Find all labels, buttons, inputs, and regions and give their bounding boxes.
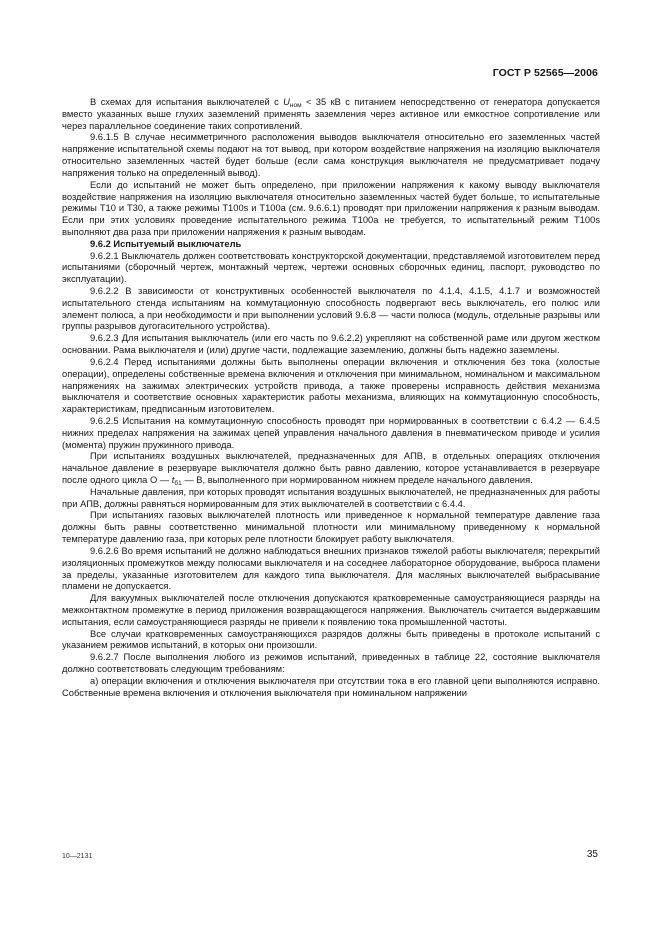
paragraph: 9.6.2.7 После выполнения любого из режимов испытаний, приведенных в таблице 22, состояние выключателя должно соответствовать следующим требованиям: [62, 652, 600, 674]
paragraph: 9.6.1.5 В случае несимметричного расположения выводов выключателя относительно его заземленных частей напряжение испытательной схемы подают на тот вывод, при котором воздействие напряжения на изоляцию выключателя относительно заземленных частей будет больше (если сама конструкция выключателя не предусматривает подачу напряжения только на определенный вывод). [62, 132, 600, 178]
paragraph: Начальные давления, при которых проводят испытания воздушных выключателей, не предназначенных для работы при АПВ, должны равняться нормированным для этих выключателей в соответствии с 6.4.4. [62, 486, 600, 509]
section-heading: 9.6.2 Испытуемый выключатель [90, 238, 242, 249]
paragraph: В схемах для испытания выключателей с $U_{ном} < 35$ кВ с питанием непосредственно от генератора допускается вместо указанных выше глухих заземлений применять заземления через активное или емкостное сопротивление или через параллельное соединение таких сопротивлений. [62, 97, 600, 131]
paragraph: 9.6.2.1 Выключатель должен соответствовать конструкторской документации, представляемой изготовителем перед испытаниями (сборочный чертеж, монтажный чертеж, чертежи основных сборочных единиц, паспорт, руководство по эксплуатации). [62, 250, 600, 285]
paragraph: а) операции включения и отключения выключателя при отсутствии тока в его главной цепи выполняются исправно. Собственные времена включения и отключения выключателя при номинальном напряжении [62, 675, 600, 698]
standard-code: ГОСТ Р 52565—2006 [492, 67, 598, 79]
paragraph: Если до испытаний не может быть определено, при приложении напряжения к какому выводу выключателя воздействие напряжения на изоляцию выключателя относительно заземленных частей будет больше, то испытательные режимы Т10 и Т30, а также режимы Т100s и Т100а (см. 9.6.6.1) проводят при приложении напряжения к разным выводам. Если при этих условиях проведение испытательного режима Т100а не требуется, то испытательный режим Т100s выполняют два раза при приложении напряжения к разным выводам. [62, 179, 600, 237]
paragraph: Все случаи кратковременных самоустраняющихся разрядов должны быть приведены в протоколе испытаний с указанием режимов испытаний, в которых они произошли. [62, 628, 600, 651]
document-body [62, 97, 600, 699]
paragraph: 9.6.2.6 Во время испытаний не должно наблюдаться внешних признаков тяжелой работы выключателя; перекрытий изоляционных промежутков между полюсами выключателя и на соседнее лабораторное оборудование, выброса пламени за пределы, указанные изготовителем для каждого типа выключателя. Для масляных выключателей выбрасывание пламени не допускается. [62, 545, 600, 592]
paragraph: Для вакуумных выключателей после отключения допускаются кратковременные самоустраняющиеся разряды на межконтактном промежутке в период приложения возвращающегося напряжения. Выключатель считается выдержавшим испытания, если самоустраняющиеся разряды не привели к появлению тока промышленной частоты. [62, 593, 600, 627]
paragraph: При испытаниях воздушных выключателей, предназначенных для АПВ, в отдельных операциях отключения начальное давление в резервуаре выключателя должно быть равно давлению, которое устанавливается в резервуаре после одного цикла О — $t_{б1}$ — В, выполненного при нормированном нижнем пределе начального давления. [62, 451, 600, 487]
print-code: 10—2131 [62, 853, 93, 860]
paragraph: 9.6.2.4 Перед испытаниями должны быть выполнены операции включения и отключения без тока (холостые операции), определены собственные времена включения и отключения при минимальном, номинальном и максимальном напряжениях на зажимах электрических устройств привода, а также проверены исправность действия механизма выключателя и соответствие основных характеристик работы механизма, влияющих на коммутационную способность, характеристикам, предписанным изготовителем. [62, 356, 600, 415]
page-number: 35 [586, 849, 598, 860]
paragraph: 9.6.2.5 Испытания на коммутационную способность проводят при нормированных в соответствии с 6.4.2 — 6.4.5 нижних пределах напряжения на зажимах цепей управления начального давления в пневматическом приводе и усилия (момента) пружин пружинного привода. [62, 415, 600, 450]
paragraph: 9.6.2.3 Для испытания выключатель (или его часть по 9.6.2.2) укрепляют на собственной раме или другом жестком основании. Рама выключателя и (или) другие части, подлежащие заземлению, должны быть надежно заземлены. [62, 333, 600, 356]
paragraph: 9.6.2.2 В зависимости от конструктивных особенностей выключателя по 4.1.4, 4.1.5, 4.1.7 и возможностей испытательного стенда испытаниям на коммутационную способность подвергают весь выключатель, его полюс или элемент полюса, а при необходимости и при выполнении условий 9.6.8 — части полюса (модуль, отдельные разрывы или группы разрывов дугогасительного устройства). [62, 286, 600, 332]
paragraph: При испытаниях газовых выключателей плотность или приведенное к нормальной температуре давление газа должны быть равны соответственно минимальной плотности или минимальному приведенному к нормальной температуре давлению газа, при которых реле плотности блокирует работу выключателя. [62, 510, 600, 545]
